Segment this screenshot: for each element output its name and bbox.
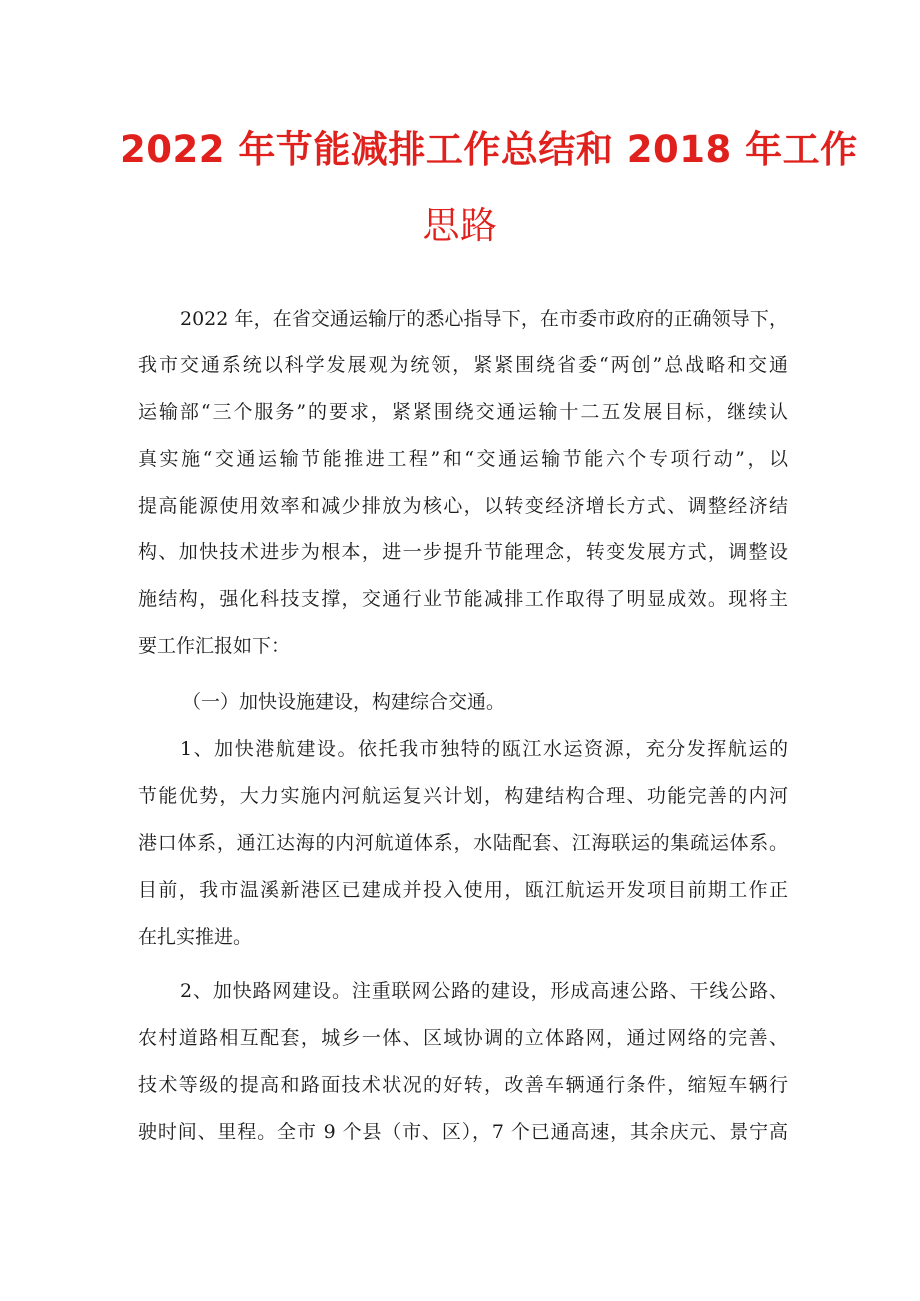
section-heading: （一）加快设施建设，构建综合交通。 (182, 691, 506, 713)
paragraph-line: 2022 年，在省交通运输厅的悉心指导下，在市委市政府的正确领导下， (180, 308, 788, 330)
paragraph-line: 港口体系，通江达海的内河航道体系，水陆配套、江海联运的集疏运体系。 (138, 832, 788, 854)
paragraph-line: 运输部“三个服务”的要求，紧紧围绕交通运输十二五发展目标，继续认 (138, 401, 788, 423)
paragraph-line: 在扎实推进。 (138, 926, 253, 948)
paragraph-line: 农村道路相互配套，城乡一体、区域协调的立体路网，通过网络的完善、 (138, 1027, 788, 1049)
paragraph-line: 构、加快技术进步为根本，进一步提升节能理念，转变发展方式，调整设 (138, 541, 788, 563)
paragraph-line: 提高能源使用效率和减少排放为核心，以转变经济增长方式、调整经济结 (138, 495, 788, 517)
document-title-line-1: 2022 年节能减排工作总结和 2018 年工作 (120, 128, 858, 171)
paragraph-line: 2、加快路网建设。注重联网公路的建设，形成高速公路、干线公路、 (180, 980, 788, 1002)
paragraph-line: 施结构，强化科技支撑，交通行业节能减排工作取得了明显成效。现将主 (138, 588, 788, 610)
paragraph-line: 节能优势，大力实施内河航运复兴计划，构建结构合理、功能完善的内河 (138, 785, 788, 807)
paragraph-line: 要工作汇报如下： (138, 635, 291, 657)
document-title-line-2: 思路 (422, 204, 498, 247)
paragraph-line: 我市交通系统以科学发展观为统领，紧紧围绕省委“两创”总战略和交通 (138, 354, 788, 376)
paragraph-line: 1、加快港航建设。依托我市独特的瓯江水运资源，充分发挥航运的 (180, 738, 788, 760)
paragraph-line: 目前，我市温溪新港区已建成并投入使用，瓯江航运开发项目前期工作正 (138, 879, 788, 901)
paragraph-line: 技术等级的提高和路面技术状况的好转，改善车辆通行条件，缩短车辆行 (138, 1074, 788, 1096)
paragraph-line: 真实施“交通运输节能推进工程”和“交通运输节能六个专项行动”，以 (138, 448, 788, 470)
paragraph-line: 驶时间、里程。全市 9 个县（市、区），7 个已通高速，其余庆元、景宁高 (138, 1121, 788, 1143)
